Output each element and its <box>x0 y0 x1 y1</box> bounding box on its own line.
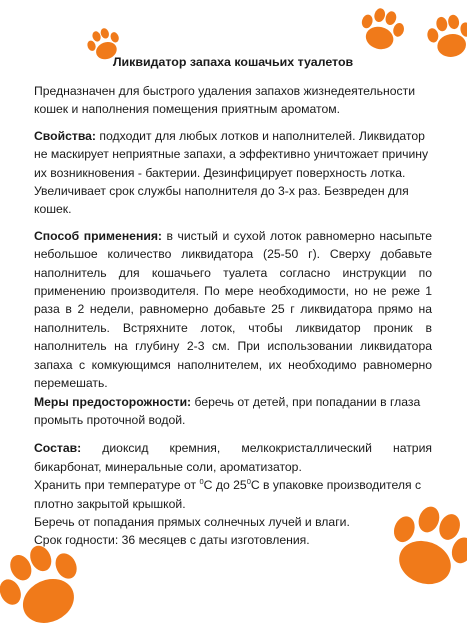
precautions-paragraph <box>34 393 432 430</box>
usage-paragraph <box>34 227 432 393</box>
properties-paragraph <box>34 127 432 219</box>
usage-text: в чистый и сухой лоток равномерно насыпьте небольшое количество ликвидатора (25-50 г). Сверху добавьте наполнитель для кошачьего туалета согласно инструкции по применению производителя. По мере необходимости, но не реже 1 раза в 2 недели, равномерно добавьте 25 г ликвидатора прямо на наполнитель. Встряхните лоток, чтобы ликвидатор проник в наполнитель на глубину 2-3 см. При использовании ликвидатора запаха с комкующимся наполнителем, их необходимо равномерно перемешать. <box>34 228 432 391</box>
composition-paragraph <box>34 439 432 476</box>
storage-paragraph <box>34 476 432 513</box>
paw-print-icon <box>348 0 416 58</box>
storage-prefix: Хранить при температуре от <box>34 478 200 493</box>
properties-label: Свойства: <box>34 128 96 143</box>
document-title: Ликвидатор запаха кошачьих туалетов <box>112 55 354 69</box>
composition-text: диоксид кремния, мелкокристаллический натрия бикарбонат, минеральные соли, ароматизатор. <box>34 441 432 474</box>
storage-mid: С до 25 <box>203 478 247 493</box>
properties-text: подходит для любых лотков и наполнителей. Ликвидатор не маскирует неприятные запахи, а эффективно уничтожает причину их возникновения - бактерии. Дезинфицирует поверхность лотка. Увеличивает срок службы наполнителя до 3-х раз. Безвреден для кошек. <box>34 128 429 217</box>
precautions-text: беречь от детей, при попадании в глаза промыть проточной водой. <box>34 394 421 427</box>
shelf-life-paragraph: Срок годности: 36 месяцев с даты изготовления. <box>34 533 310 548</box>
degree-mark: 0 <box>246 477 251 487</box>
usage-label: Способ применения: <box>34 228 162 243</box>
degree-mark: 0 <box>199 477 204 487</box>
storage-suffix: С в упаковке производителя с плотно закрытой крышкой. <box>34 478 422 511</box>
sunlight-paragraph: Беречь от попадания прямых солнечных лучей и влаги. <box>34 514 350 529</box>
composition-label: Состав: <box>34 441 82 456</box>
intro-paragraph: Предназначен для быстрого удаления запахов жизнедеятельности кошек и наполнения помещения приятным ароматом. <box>34 84 416 117</box>
precautions-label: Меры предосторожности: <box>34 394 192 409</box>
document-body <box>34 54 432 550</box>
